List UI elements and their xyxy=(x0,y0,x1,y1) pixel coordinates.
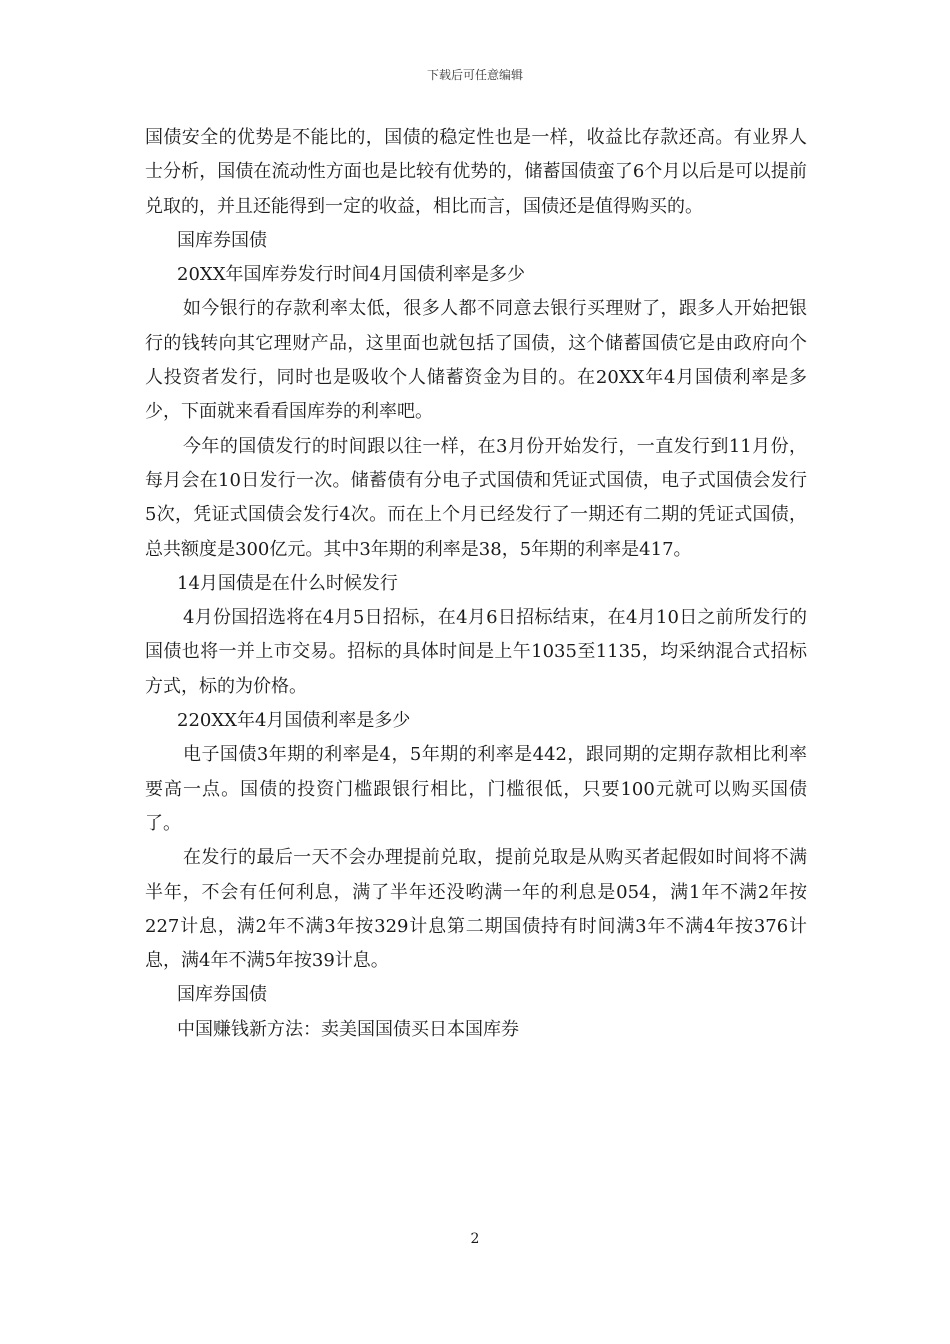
paragraph: 今年的国债发行的时间跟以往一样，在3月份开始发行，一直发行到11月份，每月会在10日发行一次。储蓄债有分电子式国债和凭证式国债，电子式国债会发行5次，凭证式国债会发行4次。而在上个月已经发行了一期还有二期的凭证式国债，总共额度是300亿元。其中3年期的利率是38，5年期的利率是417。 xyxy=(145,435,807,560)
section-heading: 中国赚钱新方法：卖美国国债买日本国库券 xyxy=(177,1018,519,1040)
paragraph: 电子国债3年期的利率是4，5年期的利率是442，跟同期的定期存款相比利率要高一点。国债的投资门槛跟银行相比，门槛很低，只要100元就可以购买国债了。 xyxy=(145,744,807,834)
section-heading: 14月国债是在什么时候发行 xyxy=(177,572,398,594)
paragraph: 如今银行的存款利率太低，很多人都不同意去银行买理财了，跟多人开始把银行的钱转向其它理财产品，这里面也就包括了国债，这个储蓄国债它是由政府向个人投资者发行，同时也是吸收个人储蓄资金为目的。在20XX年4月国债利率是多少，下面就来看看国库券的利率吧。 xyxy=(145,298,807,423)
page-number: 2 xyxy=(470,1231,480,1247)
section-heading: 220XX年4月国债利率是多少 xyxy=(177,710,411,732)
paragraph: 4月份国招选将在4月5日招标，在4月6日招标结束，在4月10日之前所发行的国债也将一并上市交易。招标的具体时间是上午1035至1135，均采纳混合式招标方式，标的为价格。 xyxy=(145,607,807,697)
section-heading: 20XX年国库券发行时间4月国债利率是多少 xyxy=(177,264,525,286)
section-heading: 国库券国债 xyxy=(177,229,267,251)
paragraph: 在发行的最后一天不会办理提前兑取，提前兑取是从购买者起假如时间将不满半年，不会有任何利息，满了半年还没哟满一年的利息是054，满1年不满2年按227计息，满2年不满3年按329计息第二期国债持有时间满3年不满4年按376计息，满4年不满5年按39计息。 xyxy=(145,847,807,972)
section-heading: 国库券国债 xyxy=(177,984,267,1006)
paragraph: 国债安全的优势是不能比的，国债的稳定性也是一样，收益比存款还高。有业界人士分析，国债在流动性方面也是比较有优势的，储蓄国债蛮了6个月以后是可以提前兑取的，并且还能得到一定的收益，相比而言，国债还是值得购买的。 xyxy=(145,127,807,217)
document-body xyxy=(145,121,807,1047)
page-header: 下载后可任意编辑 xyxy=(426,68,523,82)
